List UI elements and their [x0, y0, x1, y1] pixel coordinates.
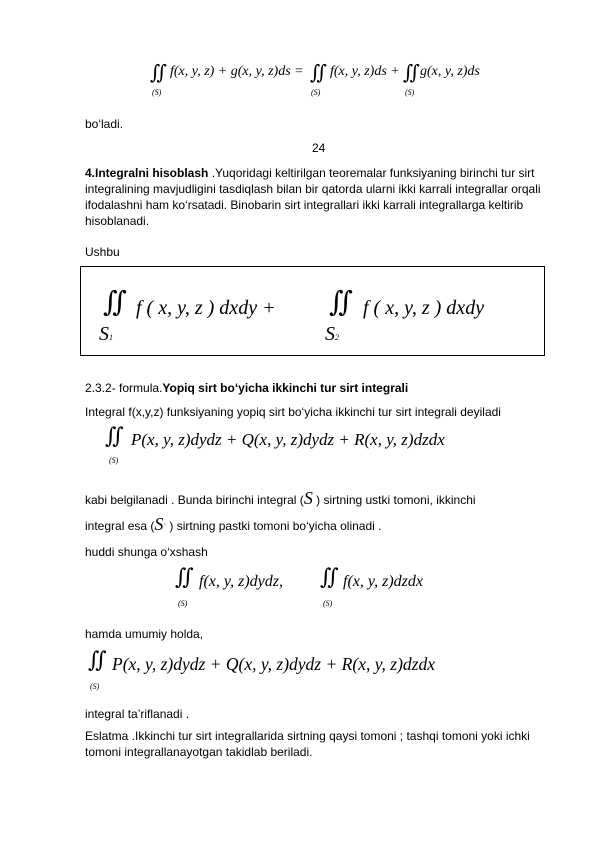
formula-pair-second: f(x, y, z)dzdx	[343, 573, 423, 590]
double-integral-sign: ∬	[320, 565, 339, 590]
integral-subscript: (S)	[311, 88, 321, 97]
text-ushbu: Ushbu	[85, 245, 120, 259]
integral-esa-line: integral esa (S` ) sirtning pastki tomoni bo‘yicha olinadi .	[85, 514, 382, 534]
surface-s-symbol: S	[154, 514, 164, 534]
kabi-line: kabi belgilanadi . Bunda birinchi integral (S ) sirtning ustki tomoni, ikkinchi	[85, 488, 476, 508]
integral-subscript: (S)	[405, 88, 415, 97]
formula-linearity	[150, 58, 495, 102]
formula-lhs: f(x, y, z) + g(x, y, z)ds =	[170, 64, 304, 79]
boxed-sub-s2: S2	[325, 323, 339, 345]
boxed-sub-s1: S1	[99, 323, 113, 345]
integral-subscript: (S)	[178, 599, 188, 608]
integral-tarif-line: integral ta’riflanadi .	[85, 707, 190, 721]
boxed-term-1: f ( x, y, z ) dxdy +	[136, 297, 276, 319]
double-integral-sign: ∬	[329, 285, 353, 318]
formula-caption	[85, 380, 408, 396]
formula-pair-first: f(x, y, z)dydz,	[199, 573, 283, 590]
formula-pqr-2-text: P(x, y, z)dydz + Q(x, y, z)dydz + R(x, y, z)dzdx	[112, 654, 435, 674]
formula-pair	[175, 565, 455, 611]
double-integral-sign: ∬	[175, 565, 194, 590]
section-4-title: 4.Integralni hisoblash	[85, 166, 209, 180]
surface-s-symbol: S	[303, 488, 313, 508]
boxed-term-2: f ( x, y, z ) dxdy	[363, 297, 485, 319]
formula-pqr-2	[88, 648, 553, 694]
formula-caption-prefix: 2.3.2- formula.	[85, 381, 163, 395]
page-number: 24	[312, 141, 326, 155]
double-integral-sign: ∬	[103, 285, 127, 318]
formula-pqr-1-text: P(x, y, z)dydz + Q(x, y, z)dydz + R(x, y, z)dzdx	[131, 430, 445, 449]
huddi-line: huddi shunga o‘xshash	[85, 545, 208, 559]
double-integral-sign: ∬	[88, 648, 107, 673]
integral-subscript: (S)	[90, 682, 100, 691]
text-boladi: bo‘ladi.	[85, 117, 124, 131]
eslatma-paragraph: Eslatma .Ikkinchi tur sirt integrallarida sirtning qaysi tomoni ; tashqi tomoni yoki ichki tomoni integrallanayotgan takidlab beriladi.	[85, 729, 530, 759]
formula-caption-title: Yopiq sirt bo‘yicha ikkinchi tur sirt integrali	[162, 381, 409, 395]
boxed-formula-frame	[80, 266, 545, 356]
section-4-body: .Yuqoridagi keltirilgan teoremalar funksiyaning birinchi tur sirt integralining mavjudligini tasdiqlash bilan bir qatorda ularni ikki karrali integrallar orqali ifodalashni ham ko‘rsatadi. Binobarin sirt integrallari ikki karrali integrallarga keltirib hisoblanadi.	[85, 166, 541, 228]
section-4-paragraph	[85, 165, 545, 229]
double-integral-sign: ∬	[105, 424, 124, 449]
formula-pqr-1	[105, 424, 535, 468]
integral-definition-line: Integral f(x,y,z) funksiyaning yopiq sirt bo‘yicha ikkinchi tur sirt integrali deyiladi	[85, 405, 501, 419]
formula-rhs: g(x, y, z)ds	[420, 64, 480, 79]
formula-mid: f(x, y, z)ds +	[330, 64, 400, 79]
integral-subscript: (S)	[152, 88, 162, 97]
hamda-line: hamda umumiy holda,	[85, 627, 204, 641]
double-integral-sign: ∬	[310, 60, 328, 84]
double-integral-sign: ∬	[403, 60, 421, 84]
double-integral-sign: ∬	[150, 60, 168, 84]
integral-subscript: (S)	[323, 599, 333, 608]
integral-subscript: (S)	[109, 456, 119, 465]
